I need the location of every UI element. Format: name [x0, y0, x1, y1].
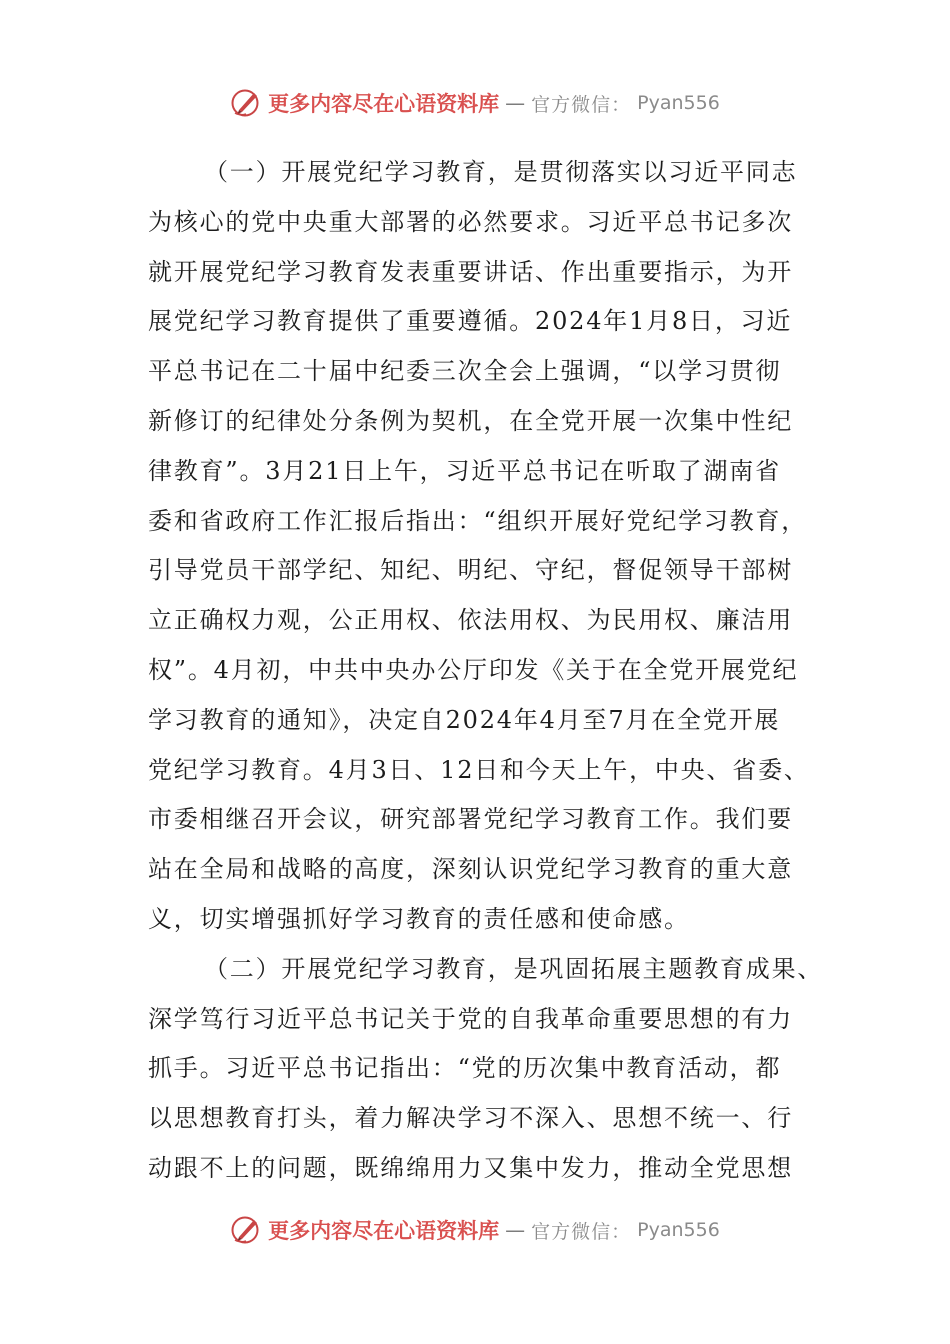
- pen-circle-logo-icon: [230, 87, 262, 119]
- body-line: 市委相继召开会议，研究部署党纪学习教育工作。我们要: [148, 805, 793, 834]
- body-line: 以思想教育打头，着力解决学习不深入、思想不统一、行: [148, 1104, 793, 1133]
- body-line: （二）开展党纪学习教育，是巩固拓展主题教育成果、: [204, 954, 824, 983]
- banner-dash: —: [505, 1218, 526, 1242]
- body-line: 学习教育的通知》，决定自2024年4月至7月在全党开展: [148, 705, 781, 734]
- body-line: 就开展党纪学习教育发表重要讲话、作出重要指示，为开: [148, 257, 793, 286]
- pen-circle-logo-icon: [230, 1214, 262, 1246]
- banner-wechat-id: Pyan556: [637, 92, 720, 114]
- banner-title: 更多内容尽在心语资料库: [268, 91, 500, 116]
- body-line: 义，切实增强抓好学习教育的责任感和使命感。: [148, 904, 690, 933]
- body-line: 新修订的纪律处分条例为契机，在全党开展一次集中性纪: [148, 406, 793, 435]
- body-line: 平总书记在二十届中纪委三次全会上强调，“以学习贯彻: [148, 357, 782, 386]
- body-line: 动跟不上的问题，既绵绵用力又集中发力，推动全党思想: [148, 1153, 793, 1182]
- document-body: [148, 148, 824, 1194]
- body-line: 为核心的党中央重大部署的必然要求。习近平总书记多次: [148, 207, 793, 236]
- banner-title: 更多内容尽在心语资料库: [268, 1218, 500, 1243]
- header-banner: [0, 83, 950, 123]
- body-line: 立正确权力观，公正用权、依法用权、为民用权、廉洁用: [148, 606, 793, 635]
- body-line: 深学笃行习近平总书记关于党的自我革命重要思想的有力: [148, 1004, 793, 1033]
- body-line: 引导党员干部学纪、知纪、明纪、守纪，督促领导干部树: [148, 556, 793, 585]
- banner-contact-label: 官方微信：: [531, 93, 632, 116]
- body-line: 党纪学习教育。4月3日、12日和今天上午，中央、省委、: [148, 755, 810, 784]
- body-line: （一）开展党纪学习教育，是贯彻落实以习近平同志: [204, 158, 798, 186]
- body-line: 抓手。习近平总书记指出：“党的历次集中教育活动，都: [148, 1054, 782, 1083]
- body-line: 权”。4月初，中共中央办公厅印发《关于在全党开展党纪: [148, 655, 799, 684]
- body-line: 委和省政府工作汇报后指出：“组织开展好党纪学习教育，: [148, 506, 808, 535]
- body-line: 站在全局和战略的高度，深刻认识党纪学习教育的重大意: [148, 855, 793, 884]
- banner-wechat-id: Pyan556: [637, 1219, 720, 1241]
- footer-banner: [0, 1210, 950, 1250]
- body-line: 律教育”。3月21日上午，习近平总书记在听取了湖南省: [148, 456, 781, 485]
- body-line: 展党纪学习教育提供了重要遵循。2024年1月8日，习近: [148, 307, 793, 336]
- banner-contact-label: 官方微信：: [531, 1220, 632, 1243]
- banner-dash: —: [505, 91, 526, 115]
